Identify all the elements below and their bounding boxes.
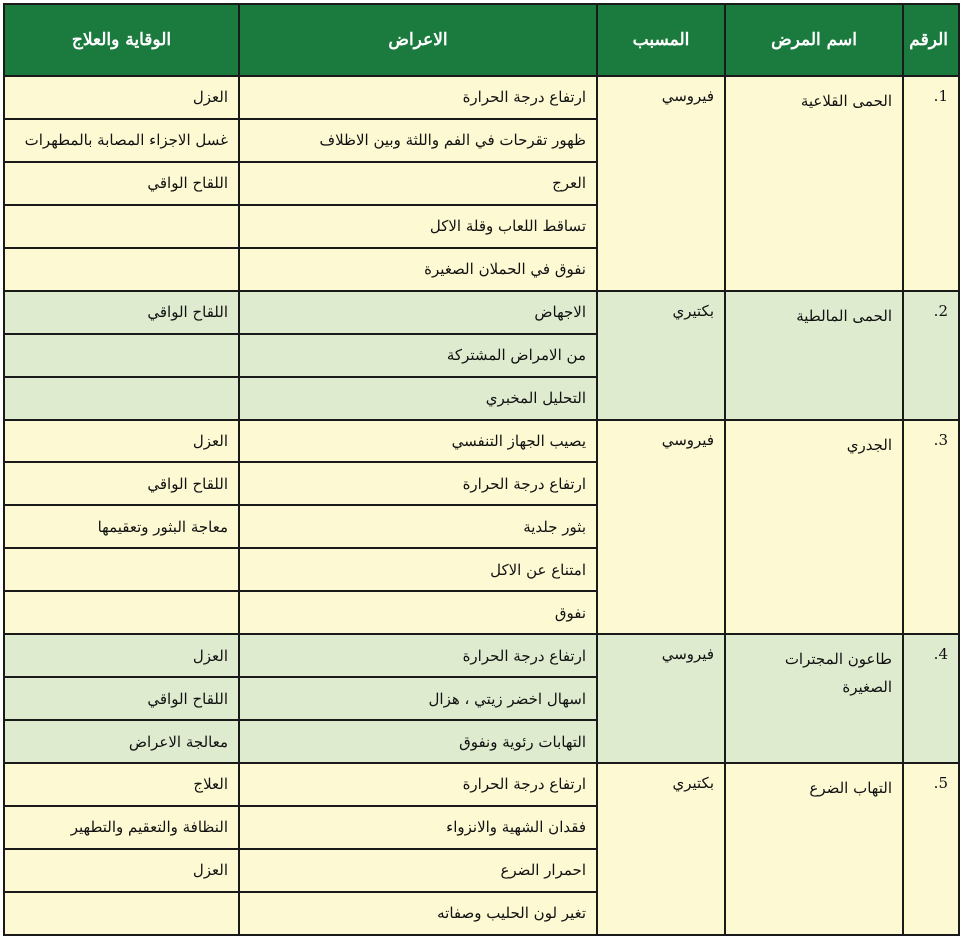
symptom-cell: احمرار الضرع bbox=[239, 849, 597, 892]
symptom-cell: التحليل المخبري bbox=[239, 377, 597, 420]
prevention-cell bbox=[4, 205, 239, 248]
prevention-cell: اللقاح الواقي bbox=[4, 462, 239, 505]
disease-cause: بكتيري bbox=[597, 763, 725, 935]
disease-cause: فيروسي bbox=[597, 634, 725, 763]
symptom-cell: نفوق bbox=[239, 591, 597, 634]
prevention-cell: العزل bbox=[4, 634, 239, 677]
symptom-cell: امتناع عن الاكل bbox=[239, 548, 597, 591]
header-number: الرقم bbox=[903, 4, 959, 76]
disease-name: التهاب الضرع bbox=[725, 763, 903, 935]
prevention-cell: العلاج bbox=[4, 763, 239, 806]
table-row bbox=[4, 291, 959, 334]
diseases-table bbox=[3, 3, 960, 936]
disease-number: 3. bbox=[903, 420, 959, 635]
prevention-cell: معالجة الاعراض bbox=[4, 720, 239, 763]
prevention-cell: معاجة البثور وتعقيمها bbox=[4, 505, 239, 548]
symptom-cell: فقدان الشهية والانزواء bbox=[239, 806, 597, 849]
symptom-cell: من الامراض المشتركة bbox=[239, 334, 597, 377]
disease-number: 1. bbox=[903, 76, 959, 291]
symptom-cell: بثور جلدية bbox=[239, 505, 597, 548]
prevention-cell: اللقاح الواقي bbox=[4, 291, 239, 334]
prevention-cell bbox=[4, 892, 239, 935]
disease-number: 5. bbox=[903, 763, 959, 935]
disease-number: 4. bbox=[903, 634, 959, 763]
prevention-cell: العزل bbox=[4, 849, 239, 892]
disease-name: الحمى المالطية bbox=[725, 291, 903, 420]
prevention-cell bbox=[4, 591, 239, 634]
prevention-cell bbox=[4, 248, 239, 291]
disease-name: الحمى القلاعية bbox=[725, 76, 903, 291]
symptom-cell: ارتفاع درجة الحرارة bbox=[239, 76, 597, 119]
header-prevention-treatment: الوقاية والعلاج bbox=[4, 4, 239, 76]
symptom-cell: نفوق في الحملان الصغيرة bbox=[239, 248, 597, 291]
disease-name: الجدري bbox=[725, 420, 903, 635]
header-symptoms: الاعراض bbox=[239, 4, 597, 76]
table-row bbox=[4, 420, 959, 463]
table-row bbox=[4, 76, 959, 119]
symptom-cell: تغير لون الحليب وصفاته bbox=[239, 892, 597, 935]
symptom-cell: تساقط اللعاب وقلة الاكل bbox=[239, 205, 597, 248]
prevention-cell: النظافة والتعقيم والتطهير bbox=[4, 806, 239, 849]
prevention-cell bbox=[4, 334, 239, 377]
symptom-cell: ارتفاع درجة الحرارة bbox=[239, 763, 597, 806]
prevention-cell bbox=[4, 548, 239, 591]
prevention-cell: غسل الاجزاء المصابة بالمطهرات bbox=[4, 119, 239, 162]
header-cause: المسبب bbox=[597, 4, 725, 76]
header-disease-name: اسم المرض bbox=[725, 4, 903, 76]
symptom-cell: ارتفاع درجة الحرارة bbox=[239, 634, 597, 677]
table-body bbox=[4, 76, 959, 935]
symptom-cell: الاجهاض bbox=[239, 291, 597, 334]
symptom-cell: ارتفاع درجة الحرارة bbox=[239, 462, 597, 505]
disease-number: 2. bbox=[903, 291, 959, 420]
prevention-cell: اللقاح الواقي bbox=[4, 162, 239, 205]
prevention-cell: اللقاح الواقي bbox=[4, 677, 239, 720]
disease-cause: بكتيري bbox=[597, 291, 725, 420]
prevention-cell bbox=[4, 377, 239, 420]
symptom-cell: يصيب الجهاز التنفسي bbox=[239, 420, 597, 463]
symptom-cell: التهابات رئوية ونفوق bbox=[239, 720, 597, 763]
symptom-cell: ظهور تقرحات في الفم واللثة وبين الاظلاف bbox=[239, 119, 597, 162]
table-row bbox=[4, 763, 959, 806]
disease-name: طاعون المجترات الصغيرة bbox=[725, 634, 903, 763]
disease-cause: فيروسي bbox=[597, 76, 725, 291]
disease-cause: فيروسي bbox=[597, 420, 725, 635]
symptom-cell: اسهال اخضر زيتي ، هزال bbox=[239, 677, 597, 720]
table-header-row bbox=[4, 4, 959, 76]
table-row bbox=[4, 634, 959, 677]
prevention-cell: العزل bbox=[4, 76, 239, 119]
prevention-cell: العزل bbox=[4, 420, 239, 463]
symptom-cell: العرج bbox=[239, 162, 597, 205]
